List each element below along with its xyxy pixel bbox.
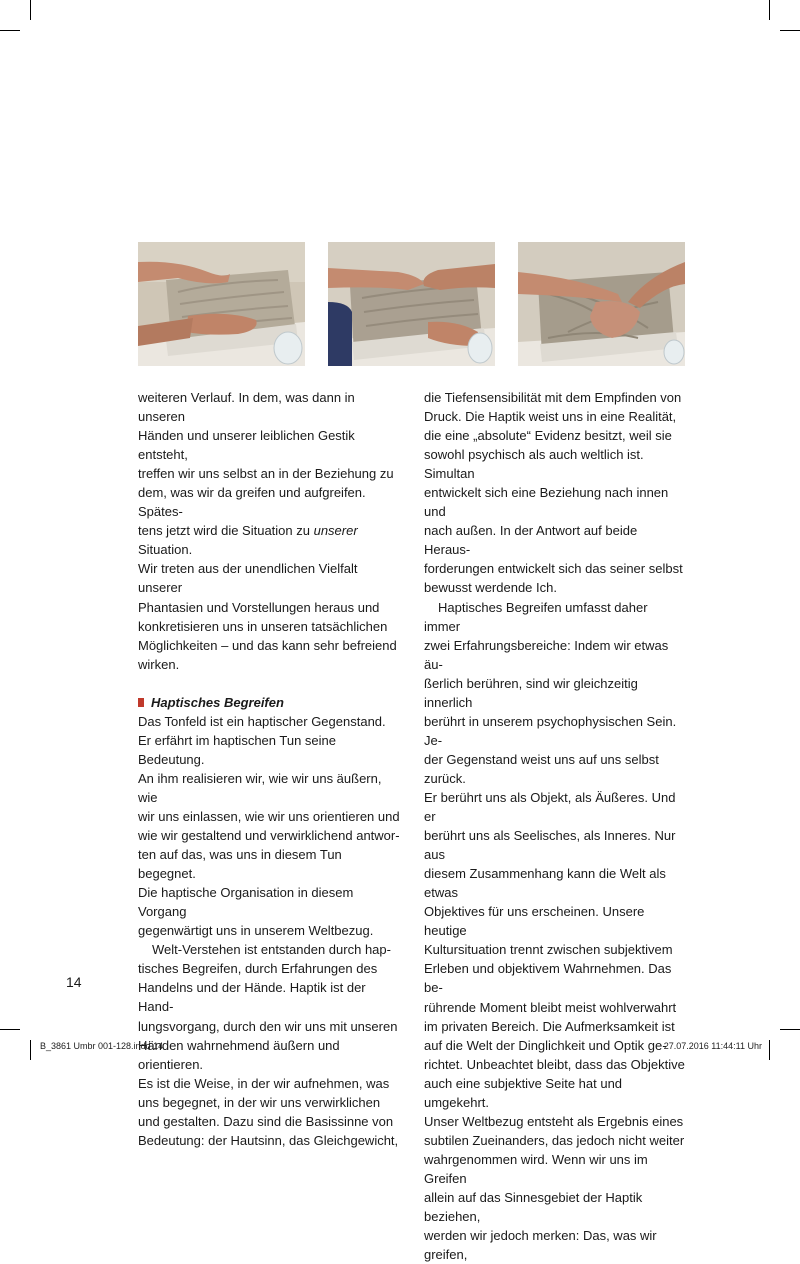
text-line: Haptisches Begreifen umfasst daher immer <box>424 599 648 634</box>
crop-mark <box>30 0 31 20</box>
paragraph <box>424 388 686 598</box>
paragraph <box>424 598 686 1264</box>
text-line: Händen und unserer leiblichen Gestik entsteht, <box>138 428 355 463</box>
emphasis-text: unserer <box>313 523 358 539</box>
text-line: berührt uns als Seelisches, als Inneres. Nur aus <box>424 828 676 863</box>
text-line: tens jetzt wird die Situation zu <box>138 523 314 539</box>
text-line: allein auf das Sinnesgebiet der Haptik beziehen, <box>424 1189 643 1225</box>
text-line: Es ist die Weise, in der wir aufnehmen, was <box>138 1075 390 1091</box>
crop-mark <box>780 1029 800 1030</box>
crop-mark <box>769 0 770 20</box>
text-line: zwei Erfahrungsbereiche: Indem wir etwas äu- <box>424 637 669 672</box>
section-heading <box>138 693 400 712</box>
crop-mark <box>780 30 800 31</box>
text-line: An ihm realisieren wir, wie wir uns äußern, wie <box>138 770 382 805</box>
text-line: diesem Zusammenhang kann die Welt als etwas <box>424 866 666 901</box>
text-line: lungsvorgang, durch den wir uns mit unseren <box>138 1018 398 1034</box>
text-line: die eine „absolute“ Evidenz besitzt, weil sie <box>424 428 672 444</box>
paragraph <box>138 940 400 1150</box>
text-line: Händen wahrnehmend äußern und orientieren. <box>138 1037 340 1072</box>
crop-mark <box>0 1029 20 1030</box>
text-line: Unser Weltbezug entsteht als Ergebnis eines <box>424 1113 684 1129</box>
crop-mark <box>769 1040 770 1060</box>
text-line: Er berührt uns als Objekt, als Äußeres. Und er <box>424 789 676 825</box>
paragraph <box>138 712 400 941</box>
text-line: dem, was wir da greifen und aufgreifen. Spätes- <box>138 485 366 520</box>
text-column-right <box>424 388 686 1264</box>
crop-mark <box>0 30 20 31</box>
text-line: nach außen. In der Antwort auf beide Heraus- <box>424 523 638 558</box>
page-number: 14 <box>66 974 82 990</box>
text-line: entwickelt sich eine Beziehung nach innen und <box>424 485 669 520</box>
text-line: berührt in unserem psychophysischen Sein. Je- <box>424 713 677 748</box>
text-line: Wir treten aus der unendlichen Vielfalt unserer <box>138 561 358 596</box>
text-line: wir uns einlassen, wie wir uns orientieren und <box>138 808 400 824</box>
heading-marker-icon <box>138 698 144 707</box>
text-line: Objektives für uns erscheinen. Unsere heutige <box>424 904 645 939</box>
photo-hands-on-clay-3 <box>518 242 685 366</box>
slug-timestamp: 27.07.2016 11:44:11 Uhr <box>663 1041 762 1051</box>
text-line: wahrgenommen wird. Wenn wir uns im Greifen <box>424 1151 648 1186</box>
text-line: auch eine subjektive Seite hat und umgekehrt. <box>424 1075 623 1110</box>
text-line: weiteren Verlauf. In dem, was dann in unseren <box>138 390 355 425</box>
text-line: forderungen entwickelt sich das seiner selbst <box>424 561 683 577</box>
text-line: Welt-Verstehen ist entstanden durch hap- <box>152 942 391 958</box>
text-line: der Gegenstand weist uns auf uns selbst zurück. <box>424 751 659 786</box>
text-line: im privaten Bereich. Die Aufmerksamkeit ist <box>424 1018 675 1034</box>
text-line: richtet. Unbeachtet bleibt, dass das Objektive <box>424 1056 685 1072</box>
text-line: tisches Begreifen, durch Erfahrungen des <box>138 961 378 977</box>
section-heading-text: Haptisches Begreifen <box>151 694 284 710</box>
photo-hands-on-clay-2 <box>328 242 495 366</box>
text-line: auf die Welt der Dinglichkeit und Optik ge- <box>424 1037 667 1053</box>
text-line: Bedeutung: der Hautsinn, das Gleichgewicht, <box>138 1132 399 1148</box>
text-line: werden wir jedoch merken: Das, was wir greifen, <box>424 1228 657 1263</box>
text-line: ten auf das, was uns in diesem Tun begegnet. <box>138 847 342 882</box>
text-line: gegenwärtigt uns in unserem Weltbezug. <box>138 923 374 939</box>
text-line: treffen wir uns selbst an in der Beziehung zu <box>138 466 394 482</box>
text-line: Handelns und der Hände. Haptik ist der Hand- <box>138 980 366 1015</box>
text-line: sowohl psychisch als auch weltlich ist. Simultan <box>424 447 644 482</box>
text-line: und gestalten. Dazu sind die Basissinne von <box>138 1113 394 1129</box>
text-line: Möglichkeiten – und das kann sehr befreiend <box>138 637 397 653</box>
text-line: Kultursituation trennt zwischen subjektivem <box>424 942 673 958</box>
text-line: Das Tonfeld ist ein haptischer Gegenstand. <box>138 713 386 729</box>
text-line: Phantasien und Vorstellungen heraus und <box>138 599 380 615</box>
text-line: ßerlich berühren, sind wir gleichzeitig innerlich <box>424 675 638 710</box>
text-line: wie wir gestaltend und verwirklichend antwor- <box>138 828 400 844</box>
paragraph <box>138 388 400 674</box>
text-line: die Tiefensensibilität mit dem Empfinden von <box>424 390 682 405</box>
text-line: Erleben und objektivem Wahrnehmen. Das be- <box>424 961 672 996</box>
text-line: Druck. Die Haptik weist uns in eine Realität, <box>424 409 677 425</box>
text-line: bewusst werdende Ich. <box>424 580 557 596</box>
text-line: uns begegnet, in der wir uns verwirklichen <box>138 1094 381 1110</box>
photo-hands-on-clay-1 <box>138 242 305 366</box>
text-column-left <box>138 388 400 1150</box>
text-line: rührende Moment bleibt meist wohlverwahrt <box>424 999 677 1015</box>
slug-file-info: B_3861 Umbr 001-128.indd 14 <box>40 1041 164 1051</box>
crop-mark <box>30 1040 31 1060</box>
text-line: Situation. <box>138 542 193 558</box>
text-line: Die haptische Organisation in diesem Vorgang <box>138 885 354 920</box>
text-line: subtilen Zueinanders, das jedoch nicht weiter <box>424 1132 685 1148</box>
text-line: Er erfährt im haptischen Tun seine Bedeutung. <box>138 732 336 767</box>
text-line: wirken. <box>138 656 180 672</box>
text-line: konkretisieren uns in unseren tatsächlichen <box>138 618 388 634</box>
